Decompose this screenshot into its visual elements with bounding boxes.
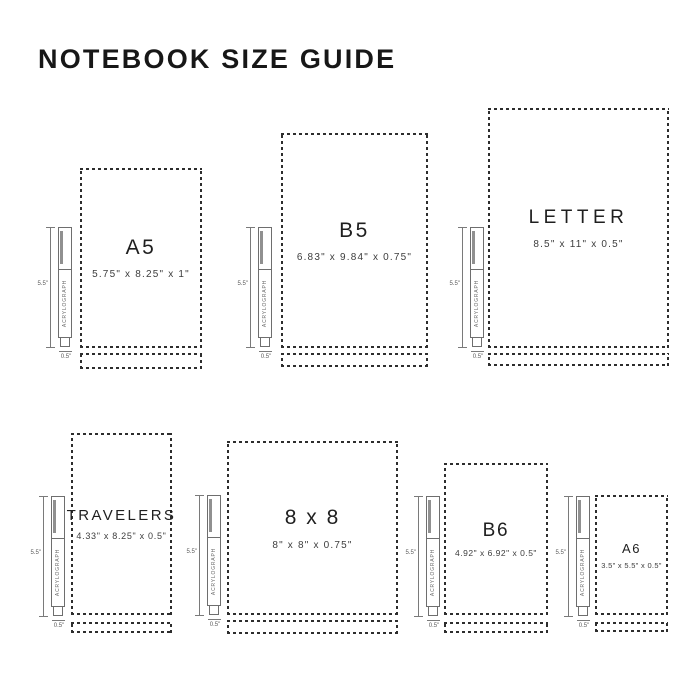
pen-tip: [428, 607, 438, 616]
pen-width-measure-line: [471, 351, 484, 352]
pen-barrel: [58, 270, 72, 338]
pen-length-measure-line: [250, 227, 251, 348]
pen-travelers: [29, 496, 71, 632]
pen-illustration: [58, 227, 72, 347]
pen-cap: [470, 227, 484, 270]
pen-illustration: [576, 496, 590, 616]
pen-tip: [578, 607, 588, 616]
pen-brand-label: ACRYLOGRAPH: [474, 279, 480, 328]
notebook-name: A5: [125, 236, 157, 259]
pen-clip: [209, 499, 212, 532]
pen-illustration: [207, 495, 221, 615]
pen-width-label: 0.5": [260, 354, 272, 360]
pen-length-measure-line: [418, 496, 419, 617]
pen-cap: [51, 496, 65, 539]
notebook-thickness-outline-travelers: [71, 622, 172, 633]
pen-length-label: 5.5": [405, 550, 416, 556]
measure-tick-top: [414, 496, 423, 497]
measure-tick-bottom: [414, 616, 423, 617]
pen-tip: [260, 338, 270, 347]
pen-brand-label: ACRYLOGRAPH: [211, 547, 217, 596]
measure-tick-bottom: [39, 616, 48, 617]
pen-length-measure-line: [50, 227, 51, 348]
notebook-name: B6: [482, 520, 510, 541]
pen-illustration: [470, 227, 484, 347]
notebook-thickness-outline-a6: [595, 622, 668, 632]
pen-clip: [578, 500, 581, 533]
measure-tick-top: [39, 496, 48, 497]
pen-clip: [60, 231, 63, 264]
pen-clip: [53, 500, 56, 533]
measure-tick-top: [458, 227, 467, 228]
notebook-outline-8x8: [227, 441, 398, 615]
pen-width-label: 0.5": [578, 623, 590, 629]
notebook-name: 8 x 8: [284, 505, 341, 529]
notebook-thickness-outline-letter: [488, 353, 669, 366]
notebook-name: TRAVELERS: [66, 507, 177, 524]
measure-tick-bottom: [564, 616, 573, 617]
pen-a5: [36, 227, 78, 363]
pen-brand-label: ACRYLOGRAPH: [55, 548, 61, 597]
notebook-dimensions: 4.33" x 8.25" x 0.5": [76, 531, 167, 541]
measure-tick-bottom: [458, 347, 467, 348]
pen-b6: [404, 496, 446, 632]
measure-tick-top: [46, 227, 55, 228]
notebook-dimensions: 8" x 8" x 0.75": [272, 539, 353, 551]
notebook-outline-a6: [595, 495, 668, 615]
notebook-thickness-outline-b5: [281, 353, 428, 367]
measure-tick-bottom: [46, 347, 55, 348]
pen-width-label: 0.5": [60, 354, 72, 360]
pen-clip: [260, 231, 263, 264]
pen-barrel: [51, 539, 65, 607]
pen-length-label: 5.5": [186, 549, 197, 555]
pen-cap: [426, 496, 440, 539]
pen-a6: [554, 496, 596, 632]
notebook-thickness-outline-a5: [80, 353, 202, 369]
pen-barrel: [207, 538, 221, 606]
pen-length-measure-line: [43, 496, 44, 617]
pen-cap: [576, 496, 590, 539]
pen-clip: [428, 500, 431, 533]
pen-tip: [53, 607, 63, 616]
notebook-outline-travelers: [66, 433, 177, 615]
pen-width-label: 0.5": [209, 622, 221, 628]
pen-length-measure-line: [462, 227, 463, 348]
pen-8x8: [185, 495, 227, 631]
notebook-name: B5: [339, 218, 370, 242]
notebook-outline-letter: [488, 108, 669, 348]
pen-cap: [207, 495, 221, 538]
pen-width-label: 0.5": [428, 623, 440, 629]
pen-length-label: 5.5": [30, 550, 41, 556]
notebook-thickness-outline-b6: [444, 622, 548, 633]
notebook-outline-b6: [444, 463, 548, 615]
measure-tick-bottom: [246, 347, 255, 348]
pen-length-label: 5.5": [37, 281, 48, 287]
pen-tip: [209, 606, 219, 615]
pen-letter: [448, 227, 490, 363]
notebook-dimensions: 5.75" x 8.25" x 1": [92, 269, 190, 280]
notebook-dimensions: 8.5" x 11" x 0.5": [533, 238, 624, 250]
pen-barrel: [576, 539, 590, 607]
pen-length-measure-line: [568, 496, 569, 617]
pen-brand-label: ACRYLOGRAPH: [262, 279, 268, 328]
pen-width-label: 0.5": [472, 354, 484, 360]
pen-illustration: [258, 227, 272, 347]
pen-tip: [472, 338, 482, 347]
pen-brand-label: ACRYLOGRAPH: [430, 548, 436, 597]
pen-barrel: [426, 539, 440, 607]
pen-width-measure-line: [208, 619, 221, 620]
pen-cap: [258, 227, 272, 270]
pen-length-label: 5.5": [237, 281, 248, 287]
pen-length-measure-line: [199, 495, 200, 616]
notebook-name: A6: [621, 540, 642, 556]
pen-illustration: [426, 496, 440, 616]
pen-width-measure-line: [52, 620, 65, 621]
pen-width-measure-line: [577, 620, 590, 621]
pen-width-label: 0.5": [53, 623, 65, 629]
notebook-thickness-outline-8x8: [227, 620, 398, 634]
pen-barrel: [258, 270, 272, 338]
pen-brand-label: ACRYLOGRAPH: [62, 279, 68, 328]
measure-tick-top: [564, 496, 573, 497]
pen-brand-label: ACRYLOGRAPH: [580, 548, 586, 597]
page-title: NOTEBOOK SIZE GUIDE: [38, 44, 397, 74]
pen-width-measure-line: [427, 620, 440, 621]
notebook-outline-a5: [80, 168, 202, 348]
pen-barrel: [470, 270, 484, 338]
measure-tick-top: [246, 227, 255, 228]
pen-illustration: [51, 496, 65, 616]
pen-b5: [236, 227, 278, 363]
pen-width-measure-line: [59, 351, 72, 352]
notebook-dimensions: 3.5" x 5.5" x 0.5": [601, 560, 662, 570]
pen-cap: [58, 227, 72, 270]
pen-width-measure-line: [259, 351, 272, 352]
measure-tick-bottom: [195, 615, 204, 616]
notebook-dimensions: 6.83" x 9.84" x 0.75": [296, 251, 413, 263]
measure-tick-top: [195, 495, 204, 496]
pen-length-label: 5.5": [449, 281, 460, 287]
notebook-outline-b5: [281, 133, 428, 348]
pen-length-label: 5.5": [555, 550, 566, 556]
notebook-name: LETTER: [528, 206, 629, 228]
pen-tip: [60, 338, 70, 347]
notebook-dimensions: 4.92" x 6.92" x 0.5": [455, 548, 537, 558]
pen-clip: [472, 231, 475, 264]
